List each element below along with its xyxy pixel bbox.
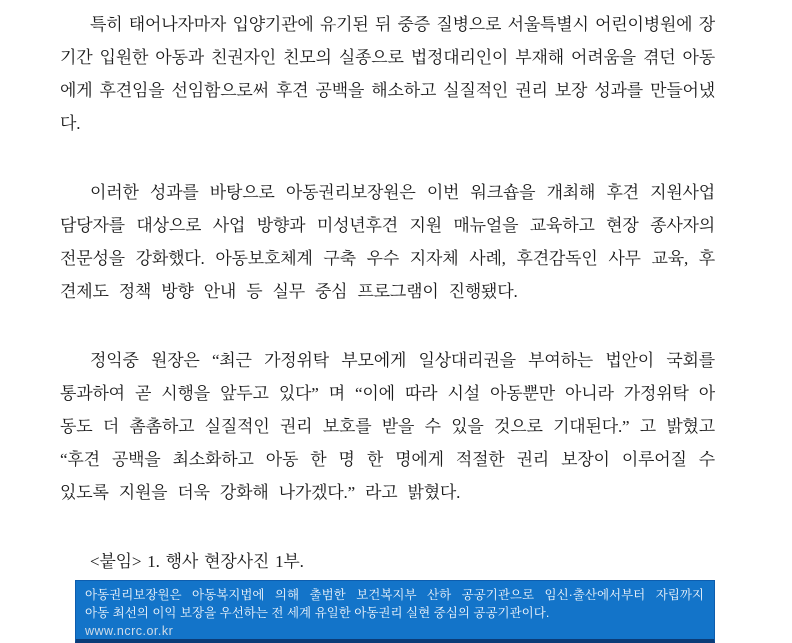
body-paragraph-1: 특히 태어나자마자 입양기관에 유기된 뒤 중증 질병으로 서울특별시 어린이병원에 장기간 입원한 아동과 친권자인 친모의 실종으로 법정대리인이 부재해 어려움을 겪던 아동에게 후견임을 선임함으로써 후견 공백을 해소하고 실질적인 권리 보장 성과를 만들어냈다. (60, 15, 715, 133)
body-paragraph-2: 이러한 성과를 바탕으로 아동권리보장원은 이번 워크숍을 개최해 후견 지원사업 담당자를 대상으로 사업 방향과 미성년후견 지원 매뉴얼을 교육하고 현장 종사자의 전문성을 강화했다. 아동보호체계 구축 우수 지자체 사례, 후견감독인 사무 교육, 후견제도 정책 방향 안내 등 실무 중심 프로그램이 진행됐다. (60, 183, 715, 301)
banner-description-line2: 아동 최선의 이익 보장을 우선하는 전 세계 유일한 아동권리 실현 중심의 공공기관이다. (85, 606, 550, 620)
organization-footer-banner (75, 580, 715, 643)
banner-website-url: www.ncrc.or.kr (85, 624, 174, 638)
body-paragraph-3: 정익중 원장은 “최근 가정위탁 부모에게 일상대리권을 부여하는 법안이 국회를 통과하여 곧 시행을 앞두고 있다” 며 “이에 따라 시설 아동뿐만 아니라 가정위탁 아동도 더 촘촘하고 실질적인 권리 보호를 받을 수 있을 것으로 기대된다.” 고 밝혔고 “후견 공백을 최소화하고 아동 한 명 한 명에게 적절한 권리 보장이 이루어질 수 있도록 지원을 더욱 강화해 나가겠다.” 라고 밝혔다. (60, 351, 715, 502)
banner-description-line1: 아동권리보장원은 아동복지법에 의해 출범한 보건복지부 산하 공공기관으로 임신·출산에서부터 자립까지 (85, 588, 704, 602)
attachment-line: <붙임> 1. 행사 현장사진 1부. (90, 552, 304, 571)
